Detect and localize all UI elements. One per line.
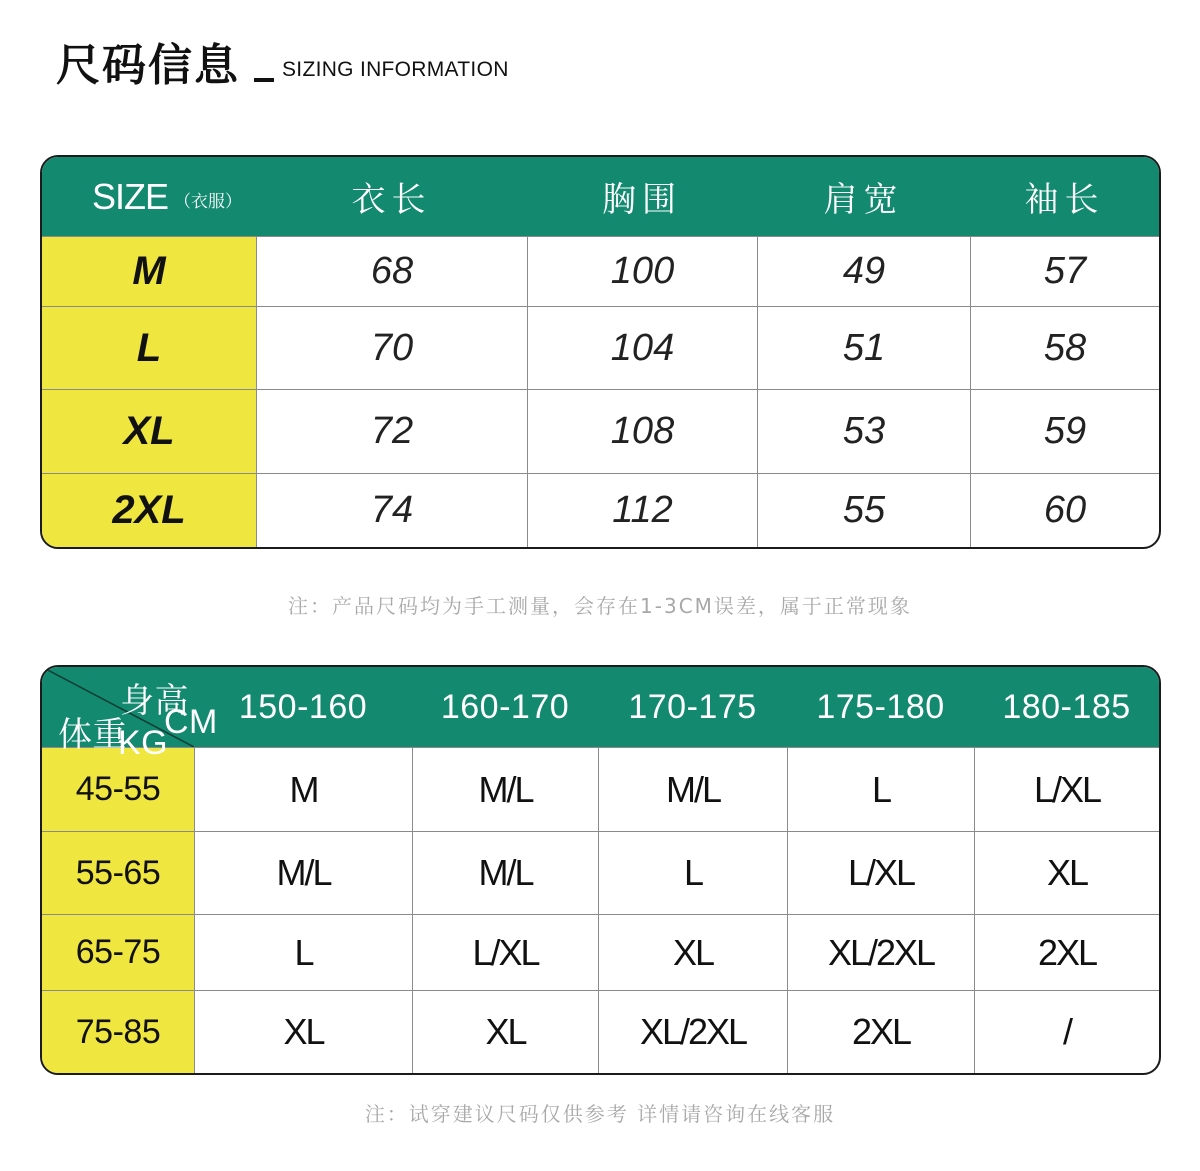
table-cell: M	[194, 747, 412, 831]
table-cell: 74	[256, 473, 527, 547]
page-subtitle: SIZING INFORMATION	[282, 58, 509, 81]
table-cell: 55	[757, 473, 970, 547]
weight-range-label: 75-85	[42, 990, 194, 1073]
column-header-shoulder: 肩宽	[757, 157, 970, 236]
weight-range-label: 45-55	[42, 747, 194, 831]
page-title: 尺码信息	[56, 40, 240, 91]
height-label: 身高	[120, 682, 189, 720]
height-unit: CM	[164, 703, 218, 741]
garment-size-table	[40, 155, 1161, 549]
table-cell: 51	[757, 306, 970, 389]
table-cell: XL/2XL	[598, 990, 787, 1073]
page-header	[56, 34, 509, 94]
table-cell: M/L	[194, 831, 412, 914]
table-cell: /	[974, 990, 1159, 1073]
table-cell: L	[787, 747, 974, 831]
table-cell: XL	[598, 914, 787, 990]
table-cell: M/L	[598, 747, 787, 831]
height-range-header: 160-170	[412, 667, 598, 747]
size-row-label: XL	[42, 389, 256, 473]
weight-label: 体重	[58, 716, 127, 754]
table-cell: M/L	[412, 831, 598, 914]
height-range-header: 170-175	[598, 667, 787, 747]
table-cell: 112	[527, 473, 757, 547]
height-range-header: 175-180	[787, 667, 974, 747]
table-cell: 100	[527, 236, 757, 306]
measurement-note: 注：产品尺码均为手工测量，会存在1-3CM误差，属于正常现象	[288, 594, 912, 618]
size-recommendation-table	[40, 665, 1161, 1075]
table-cell: 2XL	[974, 914, 1159, 990]
table-cell: 70	[256, 306, 527, 389]
table-cell: L/XL	[974, 747, 1159, 831]
table-cell: XL/2XL	[787, 914, 974, 990]
table-cell: XL	[412, 990, 598, 1073]
column-header-sleeve: 袖长	[970, 157, 1159, 236]
table-cell: 53	[757, 389, 970, 473]
recommendation-note: 注：试穿建议尺码仅供参考 详情请咨询在线客服	[364, 1102, 836, 1126]
height-range-header: 180-185	[974, 667, 1159, 747]
table-cell: 72	[256, 389, 527, 473]
corner-header	[42, 667, 218, 762]
table-cell: 2XL	[787, 990, 974, 1073]
table-cell: XL	[974, 831, 1159, 914]
column-header-chest: 胸围	[527, 157, 757, 236]
table-cell: 104	[527, 306, 757, 389]
size-label-note: （衣服）	[174, 192, 243, 212]
table-cell: 58	[970, 306, 1159, 389]
size-row-label: L	[42, 306, 256, 389]
weight-unit: KG	[118, 724, 169, 762]
table-cell: 57	[970, 236, 1159, 306]
title-dash	[254, 78, 274, 82]
size-label: SIZE	[92, 175, 169, 217]
column-header-length: 衣长	[256, 157, 527, 236]
table-cell: 60	[970, 473, 1159, 547]
table-cell: M/L	[412, 747, 598, 831]
size-row-label: M	[42, 236, 256, 306]
table-cell: 49	[757, 236, 970, 306]
size-row-label: 2XL	[42, 473, 256, 547]
table-cell: 68	[256, 236, 527, 306]
table-cell: L/XL	[412, 914, 598, 990]
table-cell: L/XL	[787, 831, 974, 914]
table-cell: 108	[527, 389, 757, 473]
height-range-header: 150-160	[194, 667, 412, 747]
size-column-header	[42, 157, 256, 236]
table-cell: 59	[970, 389, 1159, 473]
weight-range-label: 65-75	[42, 914, 194, 990]
table-cell: L	[598, 831, 787, 914]
table-cell: L	[194, 914, 412, 990]
weight-range-label: 55-65	[42, 831, 194, 914]
table-cell: XL	[194, 990, 412, 1073]
